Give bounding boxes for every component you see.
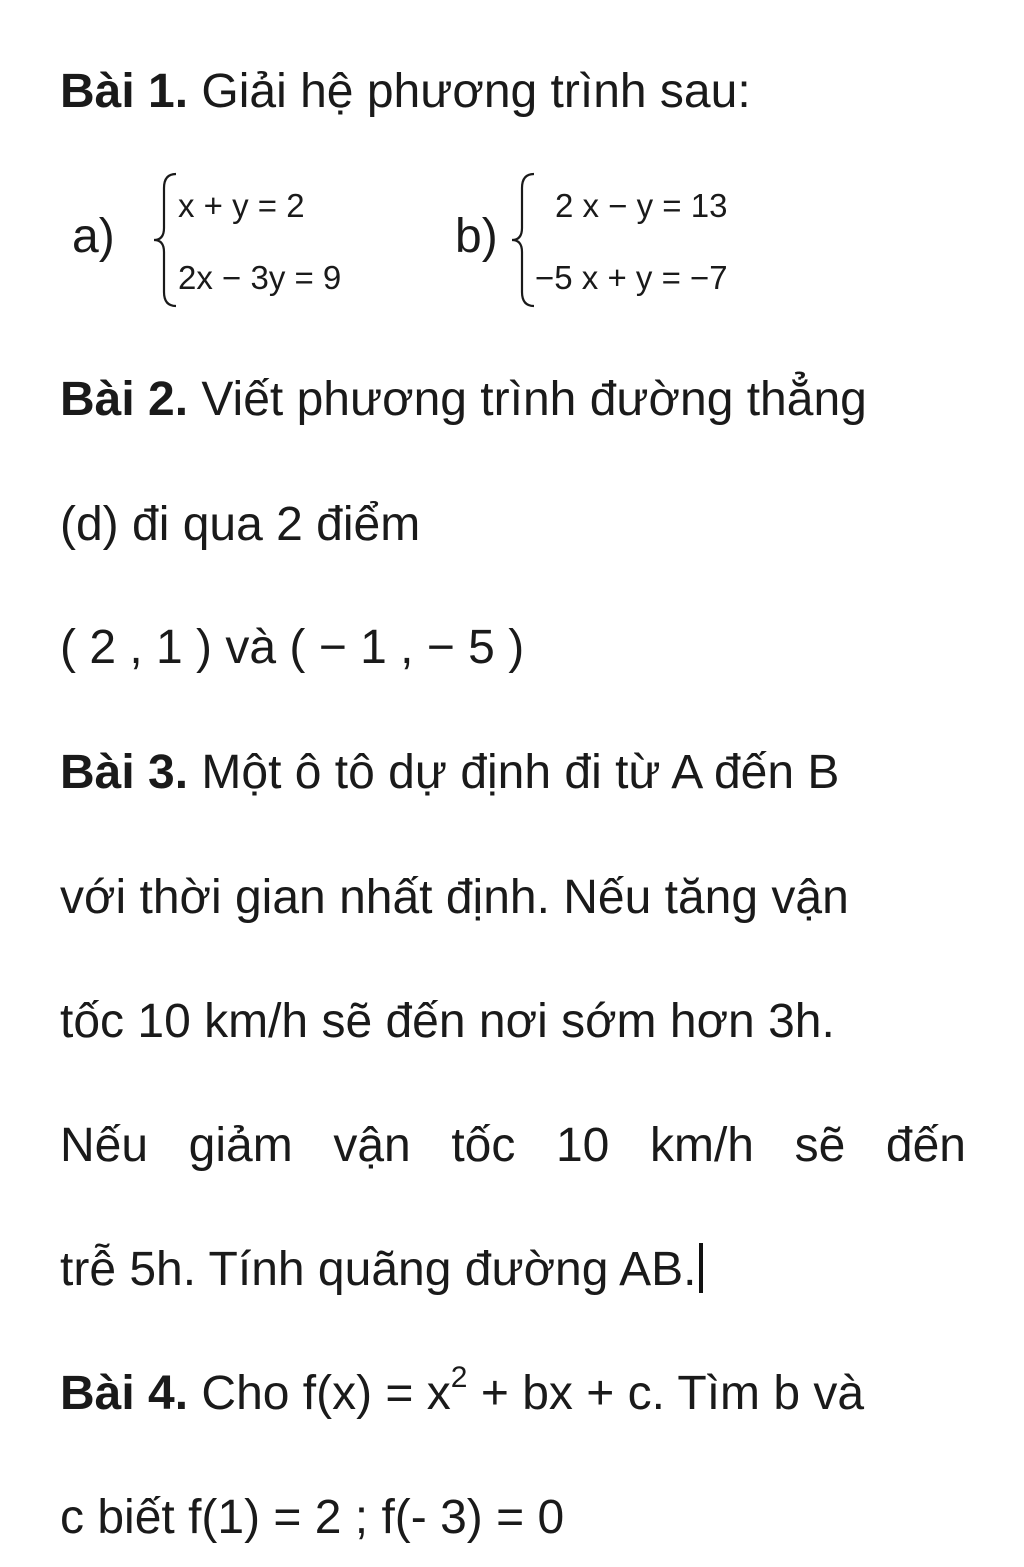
- bai4-label: Bài 4.: [60, 1367, 189, 1420]
- bai2-label: Bài 2.: [60, 373, 189, 426]
- bai3-line5: [60, 1240, 703, 1300]
- bai4-text-pre: Cho f(x) = x: [188, 1367, 451, 1420]
- bai3-line2: với thời gian nhất định. Nếu tăng vận: [60, 871, 849, 924]
- bai3-text1: Một ô tô dự định đi từ A đến B: [188, 746, 840, 799]
- bai1-label: Bài 1.: [60, 65, 189, 118]
- bai1-text: Giải hệ phương trình sau:: [188, 65, 751, 118]
- bai1-heading: [60, 62, 751, 122]
- bai4-line2: c biết f(1) = 2 ; f(- 3) = 0: [60, 1491, 565, 1544]
- system-b-eq1: 2 x − y = 13: [555, 187, 728, 224]
- system-a-brace: [150, 170, 180, 310]
- bai3-word: sẽ: [794, 1119, 846, 1172]
- system-a-label: a): [72, 210, 115, 263]
- system-b-eq2: −5 x + y = −7: [535, 259, 728, 296]
- system-a-eq1: x + y = 2: [178, 187, 305, 224]
- bai2-line2: (d) đi qua 2 điểm: [60, 498, 421, 551]
- system-b-brace: [508, 170, 538, 310]
- bai2-text1: Viết phương trình đường thẳng: [188, 373, 867, 426]
- bai3-line4: [60, 1116, 966, 1176]
- bai3-word: tốc: [451, 1119, 516, 1172]
- bai3-heading: [60, 743, 839, 803]
- bai3-label: Bài 3.: [60, 746, 189, 799]
- text-cursor: [699, 1243, 703, 1293]
- bai2-points: ( 2 , 1 ) và ( − 1 , − 5 ): [60, 621, 525, 674]
- bai3-line3: tốc 10 km/h sẽ đến nơi sớm hơn 3h.: [60, 995, 835, 1048]
- bai3-word: vận: [333, 1119, 411, 1172]
- bai3-text5: trễ 5h. Tính quãng đường AB.: [60, 1243, 697, 1296]
- bai3-word: đến: [885, 1119, 966, 1172]
- bai4-exponent: 2: [450, 1361, 468, 1394]
- bai3-word: km/h: [649, 1119, 754, 1172]
- bai2-heading: [60, 370, 867, 430]
- system-b-label: b): [455, 210, 498, 263]
- bai3-word: 10: [555, 1119, 610, 1172]
- system-a-eq2: 2x − 3y = 9: [178, 259, 342, 296]
- bai3-word: giảm: [188, 1119, 293, 1172]
- bai3-word: Nếu: [60, 1119, 149, 1172]
- bai4-text-post: + bx + c. Tìm b và: [467, 1367, 865, 1420]
- bai4-heading: [60, 1361, 865, 1424]
